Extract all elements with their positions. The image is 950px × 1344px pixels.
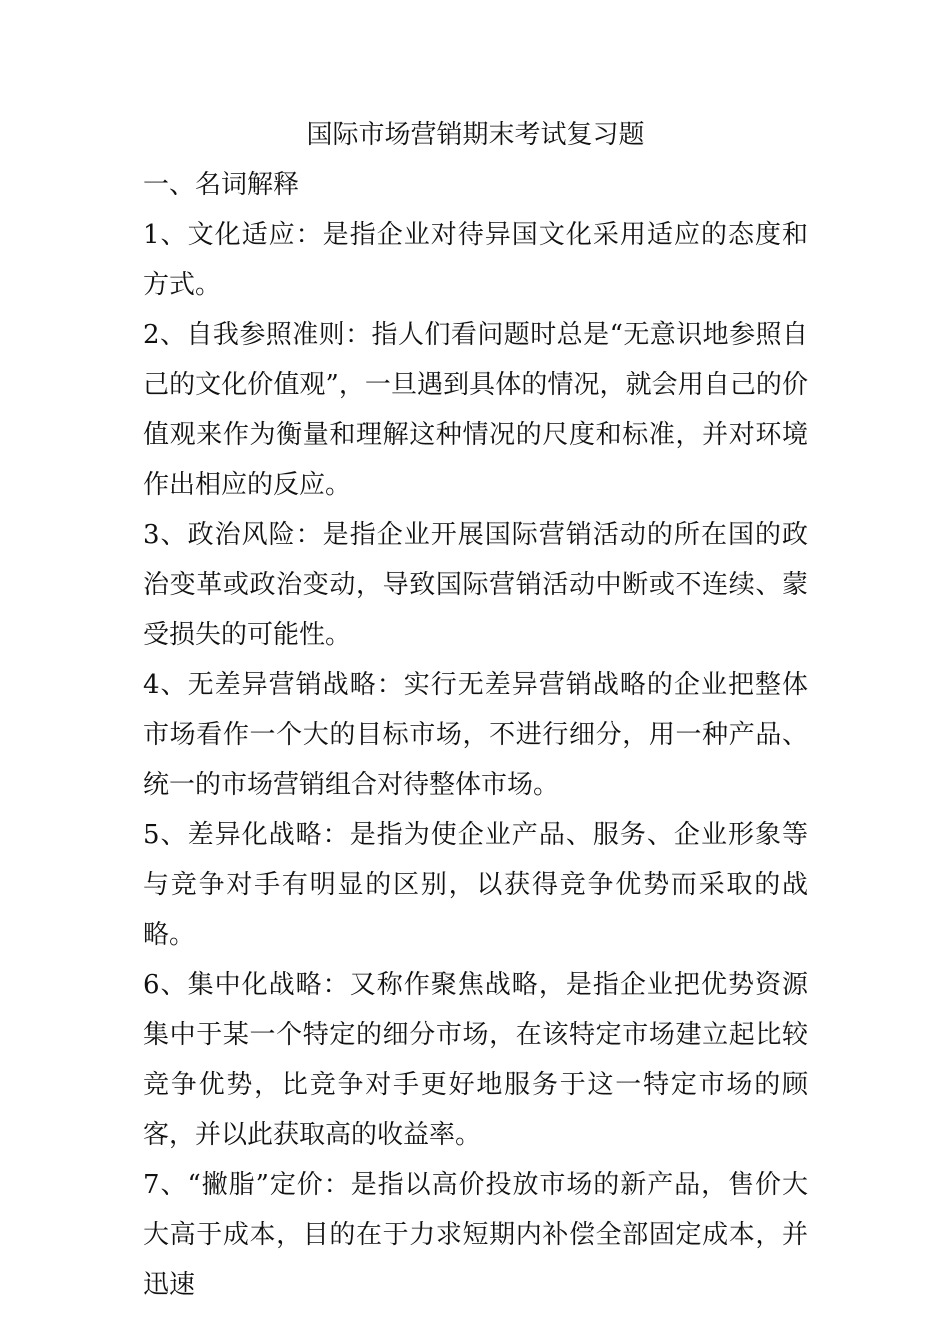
- term-paragraph-5: 5、差异化战略：是指为使企业产品、服务、企业形象等与竞争对手有明显的区别，以获得竞争优势而采取的战略。: [143, 820, 808, 950]
- term-paragraph-2: 2、自我参照准则：指人们看问题时总是“无意识地参照自己的文化价值观”，一旦遇到具体的情况，就会用自己的价值观来作为衡量和理解这种情况的尺度和标准，并对环境作出相应的反应。: [143, 320, 808, 500]
- section-heading: 一、名词解释: [143, 170, 300, 200]
- term-paragraph-1: 1、文化适应：是指企业对待异国文化采用适应的态度和方式。: [143, 220, 808, 300]
- term-paragraph-4: 4、无差异营销战略：实行无差异营销战略的企业把整体市场看作一个大的目标市场，不进行细分，用一种产品、统一的市场营销组合对待整体市场。: [143, 670, 808, 800]
- term-paragraph-6: 6、集中化战略：又称作聚焦战略，是指企业把优势资源集中于某一个特定的细分市场，在该特定市场建立起比较竞争优势，比竞争对手更好地服务于这一特定市场的顾客，并以此获取高的收益率。: [143, 970, 808, 1150]
- document-body: [143, 110, 808, 1310]
- document-title: 国际市场营销期末考试复习题: [306, 120, 645, 150]
- term-paragraph-3: 3、政治风险：是指企业开展国际营销活动的所在国的政治变革或政治变动，导致国际营销活动中断或不连续、蒙受损失的可能性。: [143, 520, 808, 650]
- term-paragraph-7: 7、“撇脂”定价：是指以高价投放市场的新产品，售价大大高于成本，目的在于力求短期内补偿全部固定成本，并迅速: [143, 1170, 808, 1300]
